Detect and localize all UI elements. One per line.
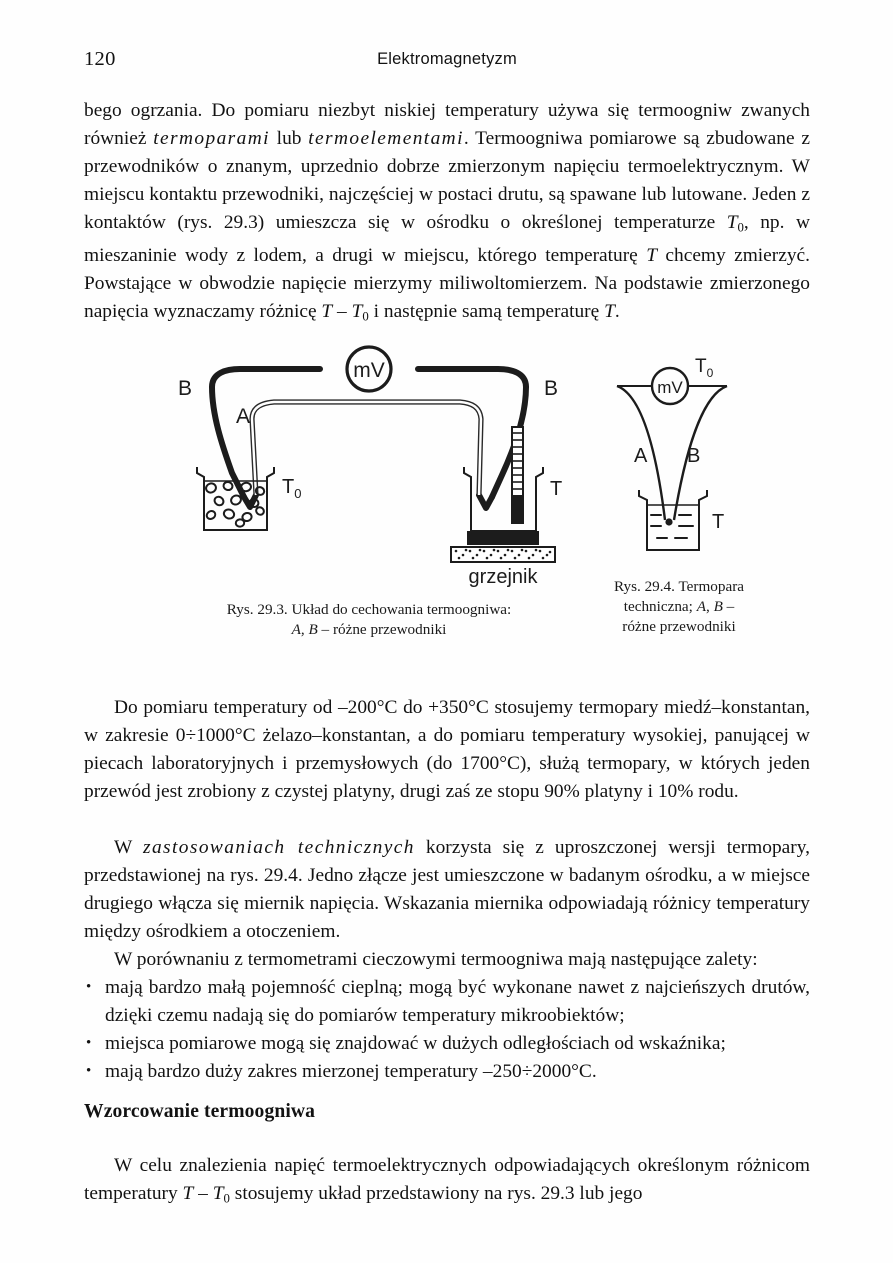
paragraph-1 <box>84 97 810 330</box>
caption2-line2: techniczna; <box>623 598 697 615</box>
ice-chunks <box>205 481 266 527</box>
paragraph-ranges <box>84 694 810 806</box>
p5-segment-b: stosujemy układ przedstawiony na rys. 29.3 lub jego <box>229 1183 643 1205</box>
p1-segment-d: , np. w mieszaninie wody z lodem, a drugi w miejscu, którego temperaturę <box>84 212 810 266</box>
beaker-figure2-outline <box>639 490 707 550</box>
caption2-line1: Rys. 29.4. Termopara <box>613 578 745 595</box>
label-T-figure2: T <box>712 511 725 533</box>
wire-b-left-top <box>212 369 320 387</box>
caption1-line1: Rys. 29.3. Układ do cechowania termoogniwa: <box>226 601 512 618</box>
minus-sign-p5: – <box>193 1183 213 1205</box>
figure-29-3-caption <box>144 600 594 640</box>
advantages-list-wrap <box>84 974 810 1086</box>
p3-segment-a: W <box>114 837 144 858</box>
wire-b-right-top <box>418 369 526 387</box>
symbol-T0: T <box>726 212 738 234</box>
term-termoparami: termoparami <box>153 128 270 150</box>
paragraph-4: W porównaniu z termometrami cieczowymi termoogniwa mają następujące zalety: <box>114 949 758 971</box>
p1-segment-g: . <box>614 300 620 322</box>
junction-figure2 <box>665 518 672 525</box>
caption1-italic-b: B <box>308 621 318 638</box>
running-head <box>84 48 810 74</box>
label-A-figure2: A <box>634 445 648 467</box>
liquid-dashes <box>651 515 693 538</box>
paragraph-calibration <box>84 1152 810 1213</box>
symbol-T0-subscript: 0 <box>737 220 744 235</box>
figure-block <box>84 345 810 655</box>
thermometer-bulb <box>513 495 522 523</box>
symbol-T: T <box>646 244 657 266</box>
junction-right <box>479 495 492 508</box>
chapter-title: Elektromagnetyzm <box>377 50 517 68</box>
label-B-figure2: B <box>687 445 701 467</box>
label-grzejnik: grzejnik <box>468 566 538 588</box>
p1-segment-c: . Termoogniwa pomiarowe są zbudowane z przewodników o znanym, uprzednio dobrze zmierzonym napięciu termoelektrycznym. W miejscu kontaktu przewodniki, najczęściej w postaci drutu, są spawane lub lutowane. Jeden z kontaktów (rys. 29.3) umieszcza się w ośrodku o określonej temperaturze <box>84 128 810 234</box>
symbol-T-p5: T <box>182 1183 194 1205</box>
symbol-T0-p5-subscript: 0 <box>223 1191 230 1206</box>
label-B-right: B <box>544 377 559 400</box>
label-T0-figure2: $T_0$ <box>695 356 714 380</box>
list-item: • miejsca pomiarowe mogą się znajdować w dużych odległościach od wskaźnika; <box>84 1030 810 1058</box>
term-termoelementami: termoelementami <box>308 128 464 150</box>
label-B-left: B <box>178 377 193 400</box>
symbol-T-third: T <box>604 300 615 322</box>
caption1-line2: – różne przewodniki <box>317 621 447 638</box>
p1-segment-a: bego ogrzania. Do pomiaru niezbyt niskiej temperatury używa się termoogniw zwanych również <box>84 100 810 150</box>
caption2-italic-a: A <box>696 598 706 615</box>
p1-segment-e: chcemy zmierzyć. Powstające w obwodzie napięcie mierzymy miliwoltomierzem. Na podstawie zmierzonego napięcia wyznaczamy różnicę <box>84 244 810 322</box>
paragraph-technical <box>84 834 810 974</box>
p3-segment-b: korzysta się z uproszczonej wersji termopary, przedstawionej na rys. 29.4. Jedno złącze jest umieszczone w badanym ośrodku, a w miejsce drugiego włącza się miernik napięcia. Wskazania miernika odpowiadają różnicy temperatury między ośrodkiem a otoczeniem. <box>84 837 810 943</box>
label-T-figure1: T <box>550 478 563 500</box>
section-heading-wrap <box>84 1098 810 1126</box>
p1-segment-f: i następnie samą temperaturę <box>368 300 605 322</box>
page-number: 120 <box>84 48 116 70</box>
figure-29-4-caption <box>574 577 784 637</box>
advantages-list <box>84 974 810 1086</box>
caption2-dash: – <box>722 598 735 615</box>
page-section-title: Wzorcowanie termoogniwa <box>84 1101 316 1122</box>
paragraph-3 <box>84 834 810 946</box>
symbol-T-second: T <box>321 300 333 322</box>
figure-29-4 <box>579 350 774 580</box>
label-T0-figure1: $T_0$ <box>282 476 302 501</box>
paragraph-5 <box>84 1152 810 1213</box>
symbol-T0-second-subscript: 0 <box>362 309 369 324</box>
figure-29-3-drawing <box>170 345 570 595</box>
figure-29-3 <box>170 345 570 595</box>
list-item: • mają bardzo małą pojemność cieplną; mogą być wykonane nawet z najcieńszych drutów, dzięki czemu nadają się do pomiarów temperatury mikroobiektów; <box>84 974 810 1030</box>
millivoltmeter-label-2: mV <box>657 378 683 397</box>
caption2-line3: różne przewodniki <box>622 618 736 635</box>
paragraph-intro <box>84 97 810 330</box>
caption1-sep: , <box>300 621 309 638</box>
symbol-T0-p5: T <box>212 1183 224 1205</box>
caption2-sep: , <box>705 598 714 615</box>
millivoltmeter-label: mV <box>353 359 385 382</box>
caption1-italic-a: A <box>291 621 301 638</box>
minus-sign: – <box>332 300 352 322</box>
symbol-T0-second: T <box>351 300 363 322</box>
term-zastosowaniach-technicznych: zastosowaniach technicznych <box>143 837 415 858</box>
heater-plate <box>467 531 539 545</box>
p1-segment-b: lub <box>269 128 309 150</box>
p5-segment-a: W celu znalezienia napięć termoelektrycznych odpowiadających określonym różnicom temperatury <box>84 1155 810 1205</box>
figure-29-4-drawing <box>579 350 774 580</box>
paragraph-2: Do pomiaru temperatury od –200°C do +350°C stosujemy termopary miedź–konstantan, w zakresie 0÷1000°C żelazo–konstantan, a do pomiaru temperatury wysokiej, panującej w piecach laboratoryjnych i przemysłowych (do 1700°C), służą termopary, w których jeden przewód jest zrobiony z czystej platyny, drugi zaś ze stopu 90% platyny i 10% rodu. <box>84 697 810 803</box>
list-item: • mają bardzo duży zakres mierzonej temperatury –250÷2000°C. <box>84 1058 810 1086</box>
caption2-italic-b: B <box>713 598 723 615</box>
label-A-figure1: A <box>236 405 251 428</box>
